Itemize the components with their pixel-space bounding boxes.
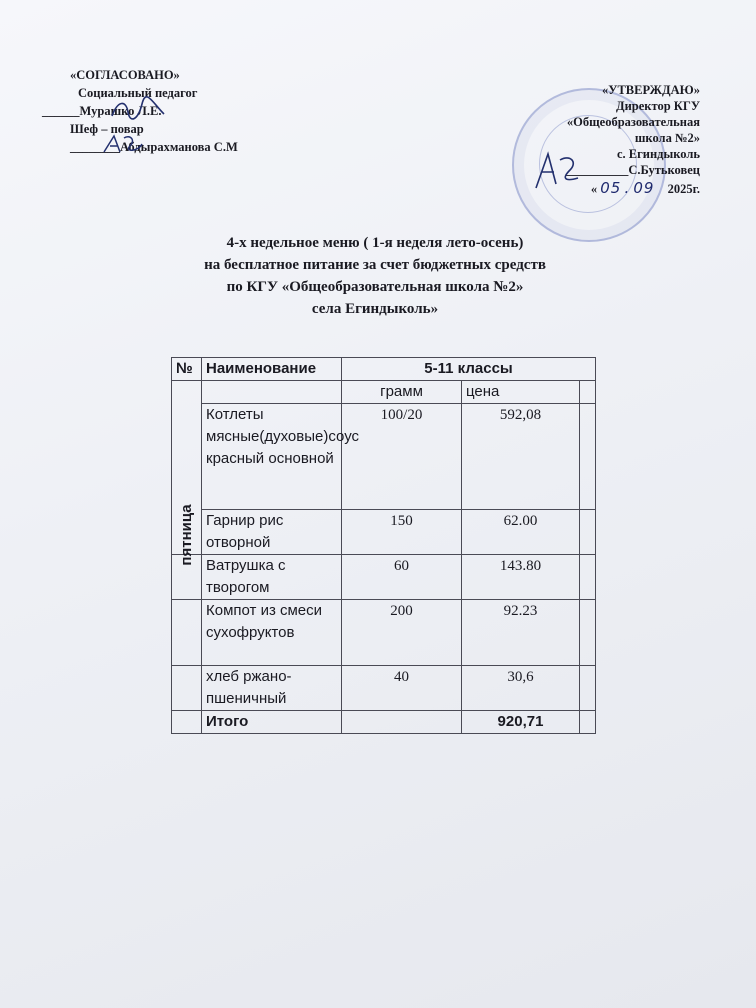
title-line-4: села Егиндыколь» xyxy=(311,301,439,317)
day-label: пятница xyxy=(177,504,195,566)
row-price: 143.80 xyxy=(462,555,580,600)
table-row xyxy=(172,600,596,666)
header-price: цена xyxy=(462,381,580,404)
date-year: 2025г. xyxy=(667,182,700,196)
table-row xyxy=(172,404,596,510)
table-header-row xyxy=(172,358,596,381)
table-row xyxy=(172,666,596,711)
row-name: Котлеты мясные(духовые)соус красный основной xyxy=(202,404,342,510)
total-row xyxy=(172,711,596,734)
document-title xyxy=(140,232,610,320)
row-name: Компот из смеси сухофруктов xyxy=(202,600,342,666)
menu-table xyxy=(171,357,596,734)
title-line-3: по КГУ «Общеобразовательная школа №2» xyxy=(226,279,524,295)
signature-director xyxy=(530,148,582,194)
approval-role: Социальный педагог xyxy=(78,86,198,100)
header-number: № xyxy=(172,358,202,381)
row-gram: 200 xyxy=(342,600,462,666)
header-gram: грамм xyxy=(342,381,462,404)
row-name: Ватрушка с творогом xyxy=(202,555,342,600)
table-row xyxy=(172,555,596,600)
row-price: 30,6 xyxy=(462,666,580,711)
approved-org-2: школа №2» xyxy=(634,131,700,145)
row-name: хлеб ржано-пшеничный xyxy=(202,666,342,711)
row-gram: 150 xyxy=(342,510,462,555)
approved-label: «УТВЕРЖДАЮ» xyxy=(602,83,700,97)
signature-abdyrakhmanova xyxy=(100,130,144,158)
row-price: 62.00 xyxy=(462,510,580,555)
header-name: Наименование xyxy=(202,358,342,381)
total-label: Итого xyxy=(202,711,342,734)
title-line-1: 4-х недельное меню ( 1-я неделя лето-осень) xyxy=(226,235,524,251)
approval-label: «СОГЛАСОВАНО» xyxy=(70,68,180,82)
approved-name: __________С.Бутьковец xyxy=(565,163,700,177)
chef-role: Шеф – повар xyxy=(70,122,144,136)
title-line-2: на бесплатное питание за счет бюджетных средств xyxy=(204,257,546,273)
date-month: 09 xyxy=(633,179,655,197)
row-name: Гарнир рис отворной xyxy=(202,510,342,555)
approval-name: ______Мурашко Л.Е. xyxy=(42,104,162,118)
table-subheader-row xyxy=(172,381,596,404)
approved-org-1: «Общеобразовательная xyxy=(566,115,700,129)
row-price: 92.23 xyxy=(462,600,580,666)
total-value: 920,71 xyxy=(462,711,580,734)
row-gram: 60 xyxy=(342,555,462,600)
header-class: 5-11 классы xyxy=(342,358,596,381)
approved-place: с. Егиндыколь xyxy=(616,147,700,161)
row-gram: 40 xyxy=(342,666,462,711)
table-row xyxy=(172,510,596,555)
chef-name: ________Абдырахманова С.М xyxy=(70,140,238,154)
approved-role: Директор КГУ xyxy=(616,99,700,113)
day-cell xyxy=(172,381,202,566)
approved-date: « 05 . 09 2025г. xyxy=(590,179,700,197)
row-gram: 100/20 xyxy=(342,404,462,510)
date-day: 05 xyxy=(600,179,622,197)
approved-block xyxy=(480,82,700,197)
signature-murashko xyxy=(108,96,168,124)
row-price: 592,08 xyxy=(462,404,580,510)
